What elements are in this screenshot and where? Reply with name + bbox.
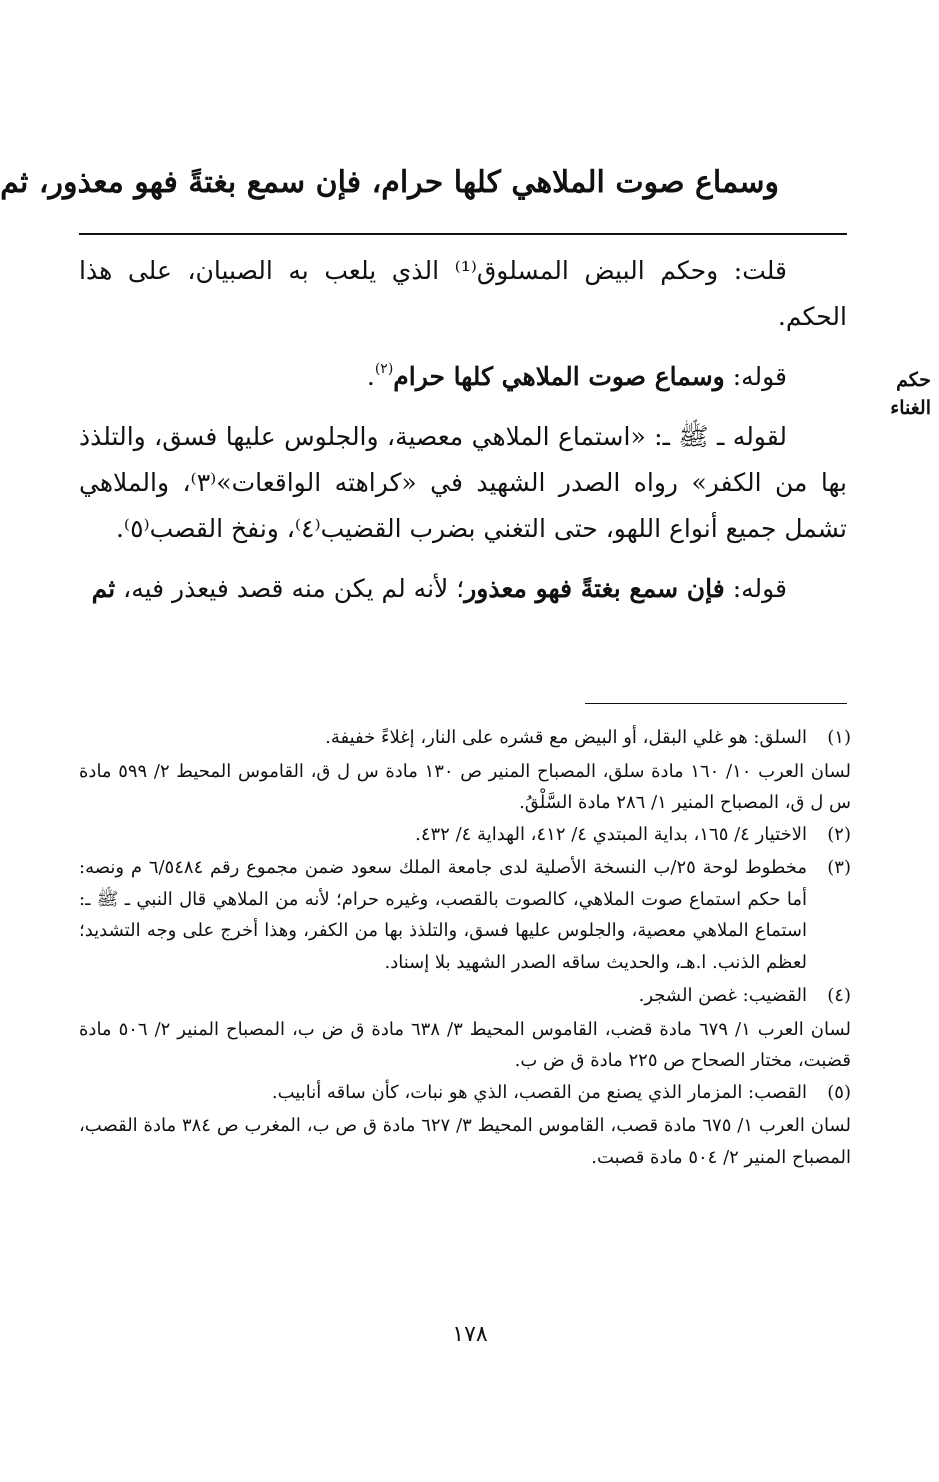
- footnotes: [79, 722, 851, 1173]
- footnote-divider: [585, 703, 847, 704]
- footnote-text: القصب: المزمار الذي يصنع من القصب، الذي هو نبات، كأن ساقه أنابيب.: [271, 1081, 807, 1103]
- footnote-5: [79, 1077, 851, 1109]
- footnote-2: [79, 819, 851, 851]
- paragraph-4-mid: ؛ لأنه لم يكن منه قصد فيعذر فيه،: [123, 574, 465, 603]
- page-number: ١٧٨: [452, 1322, 488, 1347]
- matn-text: وسماع صوت الملاهي كلها حرام، فإن سمع بغتةً فهو معذور، ثم: [0, 165, 779, 200]
- footnote-text: الاختيار ٤/ ١٦٥، بداية المبتدي ٤/ ٤١٢، الهداية ٤/ ٤٣٢.: [415, 823, 807, 845]
- paragraph-2-end: .: [366, 362, 375, 391]
- footnote-4-sources: لسان العرب ١/ ٦٧٩ مادة قضب، القاموس المحيط ٣/ ٦٣٨ مادة ق ض ب، المصباح المنير ٢/ ٥٠٦ مادة قضبت، مختار الصحاح ص ٢٢٥ مادة ق ض ب.: [79, 1018, 851, 1071]
- footnote-1-sources: لسان العرب ١٠/ ١٦٠ مادة سلق، المصباح المنير ص ١٣٠ مادة س ل ق، القاموس المحيط ٢/ ٥٩٩ مادة س ل ق، المصباح المنير ١/ ٢٨٦ مادة السَّلْقُ.: [79, 760, 851, 813]
- paragraph-2-lead: قوله:: [732, 362, 787, 391]
- paragraph-2-quote: وسماع صوت الملاهي كلها حرام: [393, 362, 725, 391]
- footnote-number: (٥): [827, 1081, 851, 1103]
- footnote-number: (١): [827, 727, 851, 748]
- footnote-text: القضيب: غصن الشجر.: [638, 985, 807, 1006]
- footnote-text: السلق: هو غلي البقل، أو البيض مع قشره على النار، إغلاءً خفيفة.: [325, 727, 807, 748]
- footnote-number: (٤): [827, 985, 851, 1006]
- side-note: حكم الغناء: [890, 369, 931, 419]
- book-page: [1, 0, 939, 1482]
- footnote-5-sources: لسان العرب ١/ ٦٧٥ مادة قصب، القاموس المحيط ٣/ ٦٢٧ مادة ق ص ب، المغرب ص ٣٨٤ مادة القصب، المصباح المنير ٢/ ٥٠٤ مادة قصبت.: [79, 1115, 851, 1168]
- footnote-ref: (٢): [374, 361, 394, 377]
- paragraph-4-quote: فإن سمع بغتةً فهو معذور: [464, 574, 725, 603]
- paragraph-4-end: ثم: [91, 574, 116, 603]
- footnote-text: مخطوط لوحة ٢٥/ب النسخة الأصلية لدى جامعة الملك سعود ضمن مجموع رقم ٦/٥٤٨٤ م ونصه: أما حكم استماع صوت الملاهي، كالصوت بالقصب، وغيره حرام؛ لأنه من الملاهي قال النبي ـ ﷺ ـ: استماع الملاهي معصية، والجلوس عليها فسق، والتلذذ بها من الكفر، وهذا أخرج على وجه التشديد؛ لعظم الذنب. ا.هـ، والحديث ساقه الصدر الشهيد بلا إسناد.: [79, 857, 807, 973]
- paragraph-1: قلت: وحكم البيض المسلوق⁽¹⁾ الذي يلعب به الصبيان، على هذا الحكم.: [79, 256, 847, 331]
- footnote-number: (٢): [827, 823, 851, 845]
- matn-divider: [79, 233, 847, 235]
- commentary-body: [79, 248, 847, 626]
- paragraph-3: لقوله ـ ﷺ ـ: «استماع الملاهي معصية، والجلوس عليها فسق، والتلذذ بها من الكفر» رواه الصدر الشهيد في «كراهته الواقعات»⁽٣⁾، والملاهي تشمل جميع أنواع اللهو، حتى التغني بضرب القضيب⁽٤⁾، ونفخ القصب⁽٥⁾.: [79, 422, 847, 543]
- footnote-number: (٣): [827, 857, 851, 878]
- paragraph-4-lead: قوله:: [732, 574, 787, 603]
- footnote-1: [79, 722, 851, 754]
- paragraph-2: [79, 354, 847, 400]
- paragraph-4: [79, 566, 847, 612]
- footnote-4: [79, 980, 851, 1012]
- footnote-3: [79, 852, 851, 978]
